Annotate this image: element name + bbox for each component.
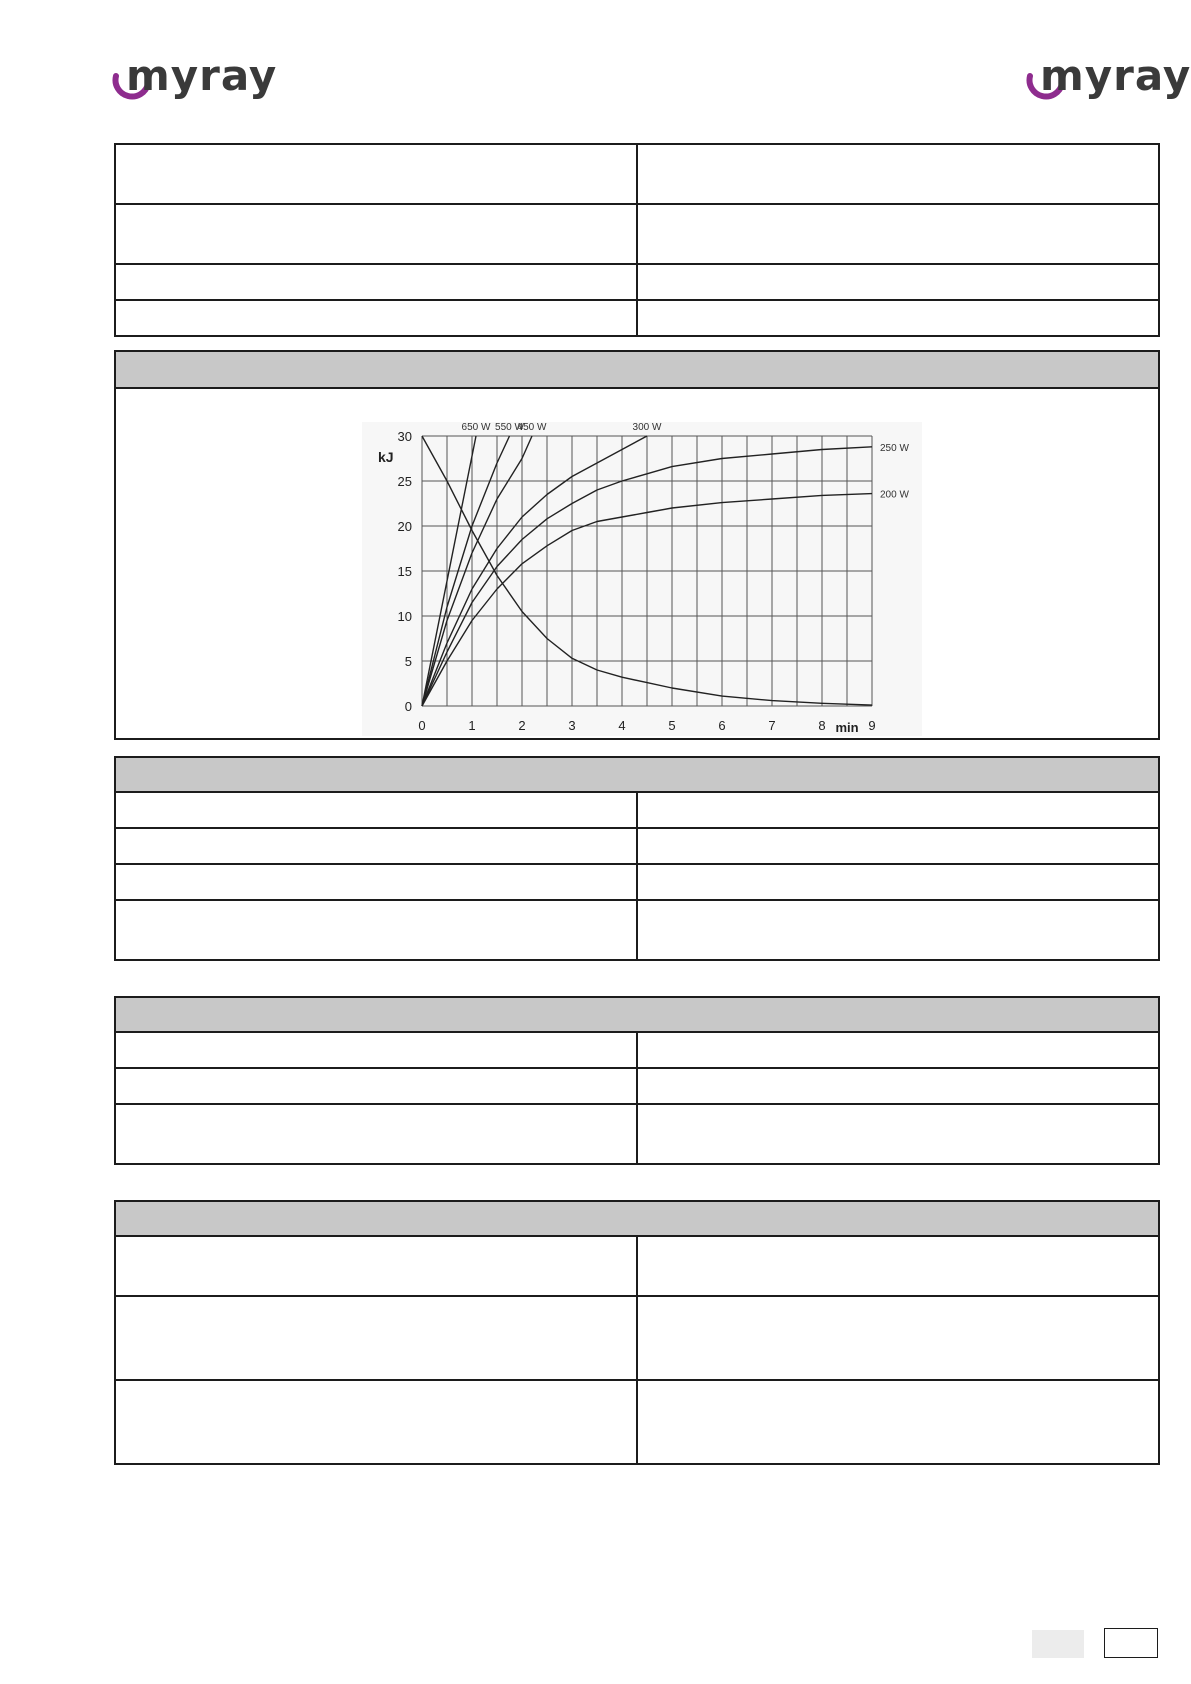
table-cell [115, 1068, 637, 1104]
table-cell [637, 1104, 1159, 1164]
table-cell [115, 264, 637, 300]
spec-table-1 [114, 143, 1160, 337]
x-tick-label: 7 [768, 718, 776, 733]
y-tick-label: 30 [397, 429, 412, 444]
table-header [115, 757, 1159, 792]
x-tick-label: 9 [868, 718, 876, 733]
table-row [115, 144, 1159, 204]
table-row [115, 792, 1159, 828]
y-tick-label: 0 [404, 699, 412, 714]
table-row [115, 1236, 1159, 1296]
table-cell [637, 144, 1159, 204]
myray-logo-left [112, 51, 278, 112]
table-cell [637, 1296, 1159, 1380]
table-row [115, 300, 1159, 336]
table-cell [115, 1236, 637, 1296]
table-header [115, 997, 1159, 1032]
table-cell [637, 792, 1159, 828]
table-row [115, 1296, 1159, 1380]
table-cell [637, 828, 1159, 864]
table-cell [637, 1068, 1159, 1104]
table-cell [115, 864, 637, 900]
page-number-box [1032, 1630, 1084, 1658]
chart-section-header [116, 352, 1158, 389]
spec-table-3 [114, 996, 1160, 1165]
table-cell [637, 300, 1159, 336]
table-cell [637, 1032, 1159, 1068]
table-cell [637, 900, 1159, 960]
table-cell [115, 204, 637, 264]
myray-logo-right [1026, 51, 1191, 112]
table-row [115, 204, 1159, 264]
table-cell [115, 1296, 637, 1380]
table-row [115, 1068, 1159, 1104]
x-tick-label: 8 [818, 718, 826, 733]
table-header-row [115, 757, 1159, 792]
series-label: 450 W [517, 422, 547, 433]
table-row [115, 828, 1159, 864]
table-header [115, 1201, 1159, 1236]
y-tick-label: 25 [397, 474, 412, 489]
table-row [115, 1032, 1159, 1068]
table-row [115, 900, 1159, 960]
table-cell [115, 1104, 637, 1164]
x-tick-label: 6 [718, 718, 726, 733]
series-label: 200 W [880, 489, 909, 501]
series-label: 550 W [495, 422, 524, 433]
x-axis-label: min [835, 720, 859, 735]
table-cell [115, 828, 637, 864]
table-cell [115, 300, 637, 336]
y-tick-label: 10 [397, 609, 412, 624]
x-tick-label: 2 [518, 718, 526, 733]
table-cell [115, 1032, 637, 1068]
x-tick-label: 0 [418, 718, 426, 733]
table-header-row [115, 1201, 1159, 1236]
table-cell [115, 900, 637, 960]
x-tick-label: 4 [618, 718, 626, 733]
table-cell [637, 864, 1159, 900]
x-tick-label: 1 [468, 718, 476, 733]
table-cell [637, 1380, 1159, 1464]
table-cell [115, 144, 637, 204]
table-cell [637, 264, 1159, 300]
table-row [115, 1104, 1159, 1164]
y-tick-label: 15 [397, 564, 412, 579]
y-tick-label: 5 [404, 654, 412, 669]
page-number-box [1104, 1628, 1158, 1658]
logo-text: myray [126, 51, 278, 100]
spec-table-4 [114, 1200, 1160, 1465]
table-row [115, 264, 1159, 300]
x-tick-label: 3 [568, 718, 576, 733]
table-cell [637, 1236, 1159, 1296]
y-axis-label: kJ [378, 449, 394, 465]
series-label: 300 W [632, 422, 662, 433]
chart-section [114, 350, 1160, 740]
y-tick-label: 20 [397, 519, 412, 534]
table-header-row [115, 997, 1159, 1032]
chart-background [362, 422, 922, 736]
spec-table-2 [114, 756, 1160, 961]
energy-time-chart [354, 406, 924, 736]
x-tick-label: 5 [668, 718, 676, 733]
table-cell [115, 1380, 637, 1464]
table-row [115, 1380, 1159, 1464]
table-cell [637, 204, 1159, 264]
table-cell [115, 792, 637, 828]
logo-text: myray [1040, 51, 1191, 100]
series-label: 650 W [461, 422, 491, 433]
series-label: 250 W [880, 442, 909, 454]
table-row [115, 864, 1159, 900]
